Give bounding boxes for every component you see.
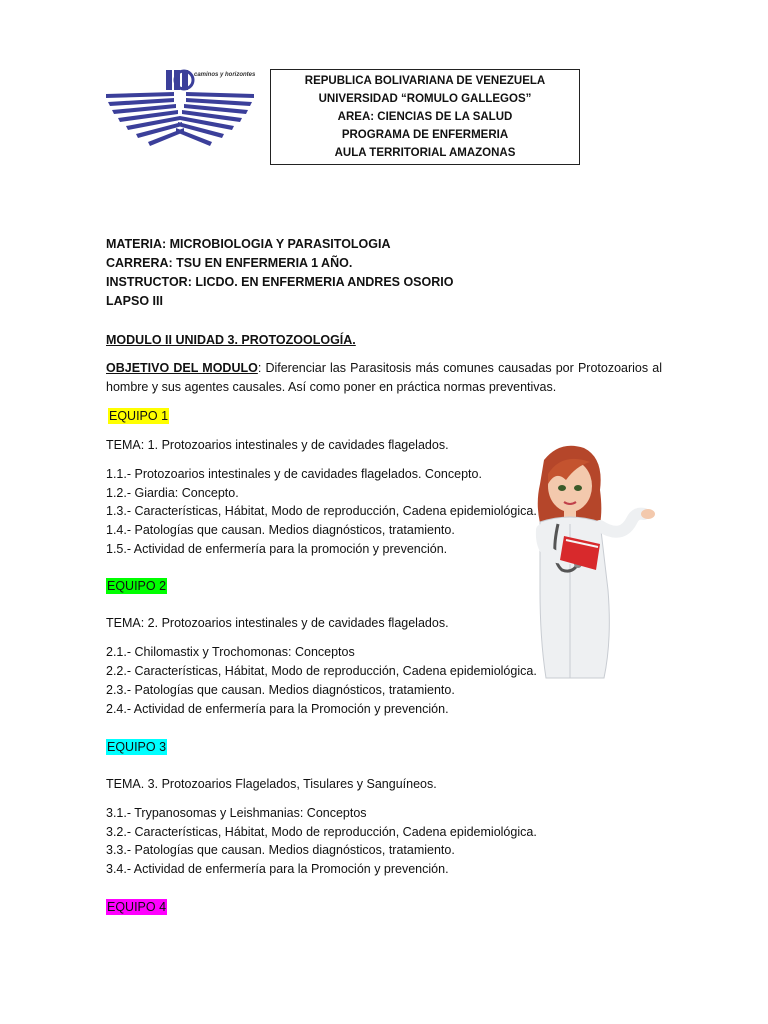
list-item: 2.2.- Características, Hábitat, Modo de reproducción, Cadena epidemiológica. xyxy=(106,664,537,678)
list-item: 2.3.- Patologías que causan. Medios diagnósticos, tratamiento. xyxy=(106,683,455,697)
header-line: UNIVERSIDAD “ROMULO GALLEGOS” xyxy=(318,93,532,105)
list-item: 3.1.- Trypanosomas y Leishmanias: Conceptos xyxy=(106,806,367,820)
list-item: 2.1.- Chilomastix y Trochomonas: Conceptos xyxy=(106,645,355,659)
team-1-topic: TEMA: 1. Protozoarios intestinales y de cavidades flagelados. xyxy=(106,438,449,452)
list-item: 1.5.- Actividad de enfermería para la promoción y prevención. xyxy=(106,542,448,556)
team-3-label: EQUIPO 3 xyxy=(107,740,167,754)
nurse-icon xyxy=(500,440,660,680)
team-2-label: EQUIPO 2 xyxy=(107,579,167,593)
university-logo xyxy=(104,66,256,152)
list-item: 1.2.- Giardia: Concepto. xyxy=(106,486,239,500)
team-3-topic: TEMA. 3. Protozoarios Flagelados, Tisulares y Sanguíneos. xyxy=(106,777,437,791)
team-label xyxy=(106,899,167,915)
career-line: CARRERA: TSU EN ENFERMERIA 1 AÑO. xyxy=(106,256,353,270)
module-objective xyxy=(106,359,662,397)
institution-header-box xyxy=(270,69,580,165)
list-item: 3.3.- Patologías que causan. Medios diagnósticos, tratamiento. xyxy=(106,843,455,857)
module-title: MODULO II UNIDAD 3. PROTOZOOLOGÍA. xyxy=(106,333,356,347)
term-line: LAPSO III xyxy=(106,294,163,308)
header-line: AULA TERRITORIAL AMAZONAS xyxy=(334,147,516,159)
logo-tagline: caminos y horizontes xyxy=(194,72,256,78)
header-line: PROGRAMA DE ENFERMERIA xyxy=(341,129,509,141)
header-line: AREA: CIENCIAS DE LA SALUD xyxy=(337,111,513,123)
header-line: REPUBLICA BOLIVARIANA DE VENEZUELA xyxy=(304,75,546,87)
instructor-line: INSTRUCTOR: LICDO. EN ENFERMERIA ANDRES OSORIO xyxy=(106,275,454,289)
logo-graphic xyxy=(104,66,256,152)
subject-line: MATERIA: MICROBIOLOGIA Y PARASITOLOGIA xyxy=(106,237,391,251)
list-item: 2.4.- Actividad de enfermería para la Promoción y prevención. xyxy=(106,702,449,716)
team-2-topic: TEMA: 2. Protozoarios intestinales y de cavidades flagelados. xyxy=(106,616,449,630)
team-4-label: EQUIPO 4 xyxy=(107,900,167,914)
team-label xyxy=(106,578,167,594)
list-item: 1.4.- Patologías que causan. Medios diagnósticos, tratamiento. xyxy=(106,523,455,537)
list-item: 1.3.- Características, Hábitat, Modo de reproducción, Cadena epidemiológica. xyxy=(106,504,537,518)
list-item: 3.2.- Características, Hábitat, Modo de reproducción, Cadena epidemiológica. xyxy=(106,825,537,839)
list-item: 1.1.- Protozoarios intestinales y de cavidades flagelados. Concepto. xyxy=(106,467,482,481)
objective-text: : Diferenciar las Parasitosis más comunes causadas por Protozoarios al hombre y sus agentes causales. Así como poner en práctica normas preventivas. xyxy=(106,361,662,394)
nurse-with-book-illustration xyxy=(500,440,660,680)
list-item: 3.4.- Actividad de enfermería para la Promoción y prevención. xyxy=(106,862,449,876)
team-label xyxy=(106,739,167,755)
team-label xyxy=(108,408,169,424)
objective-label: OBJETIVO DEL MODULO xyxy=(106,361,258,375)
team-1-label: EQUIPO 1 xyxy=(109,409,169,423)
